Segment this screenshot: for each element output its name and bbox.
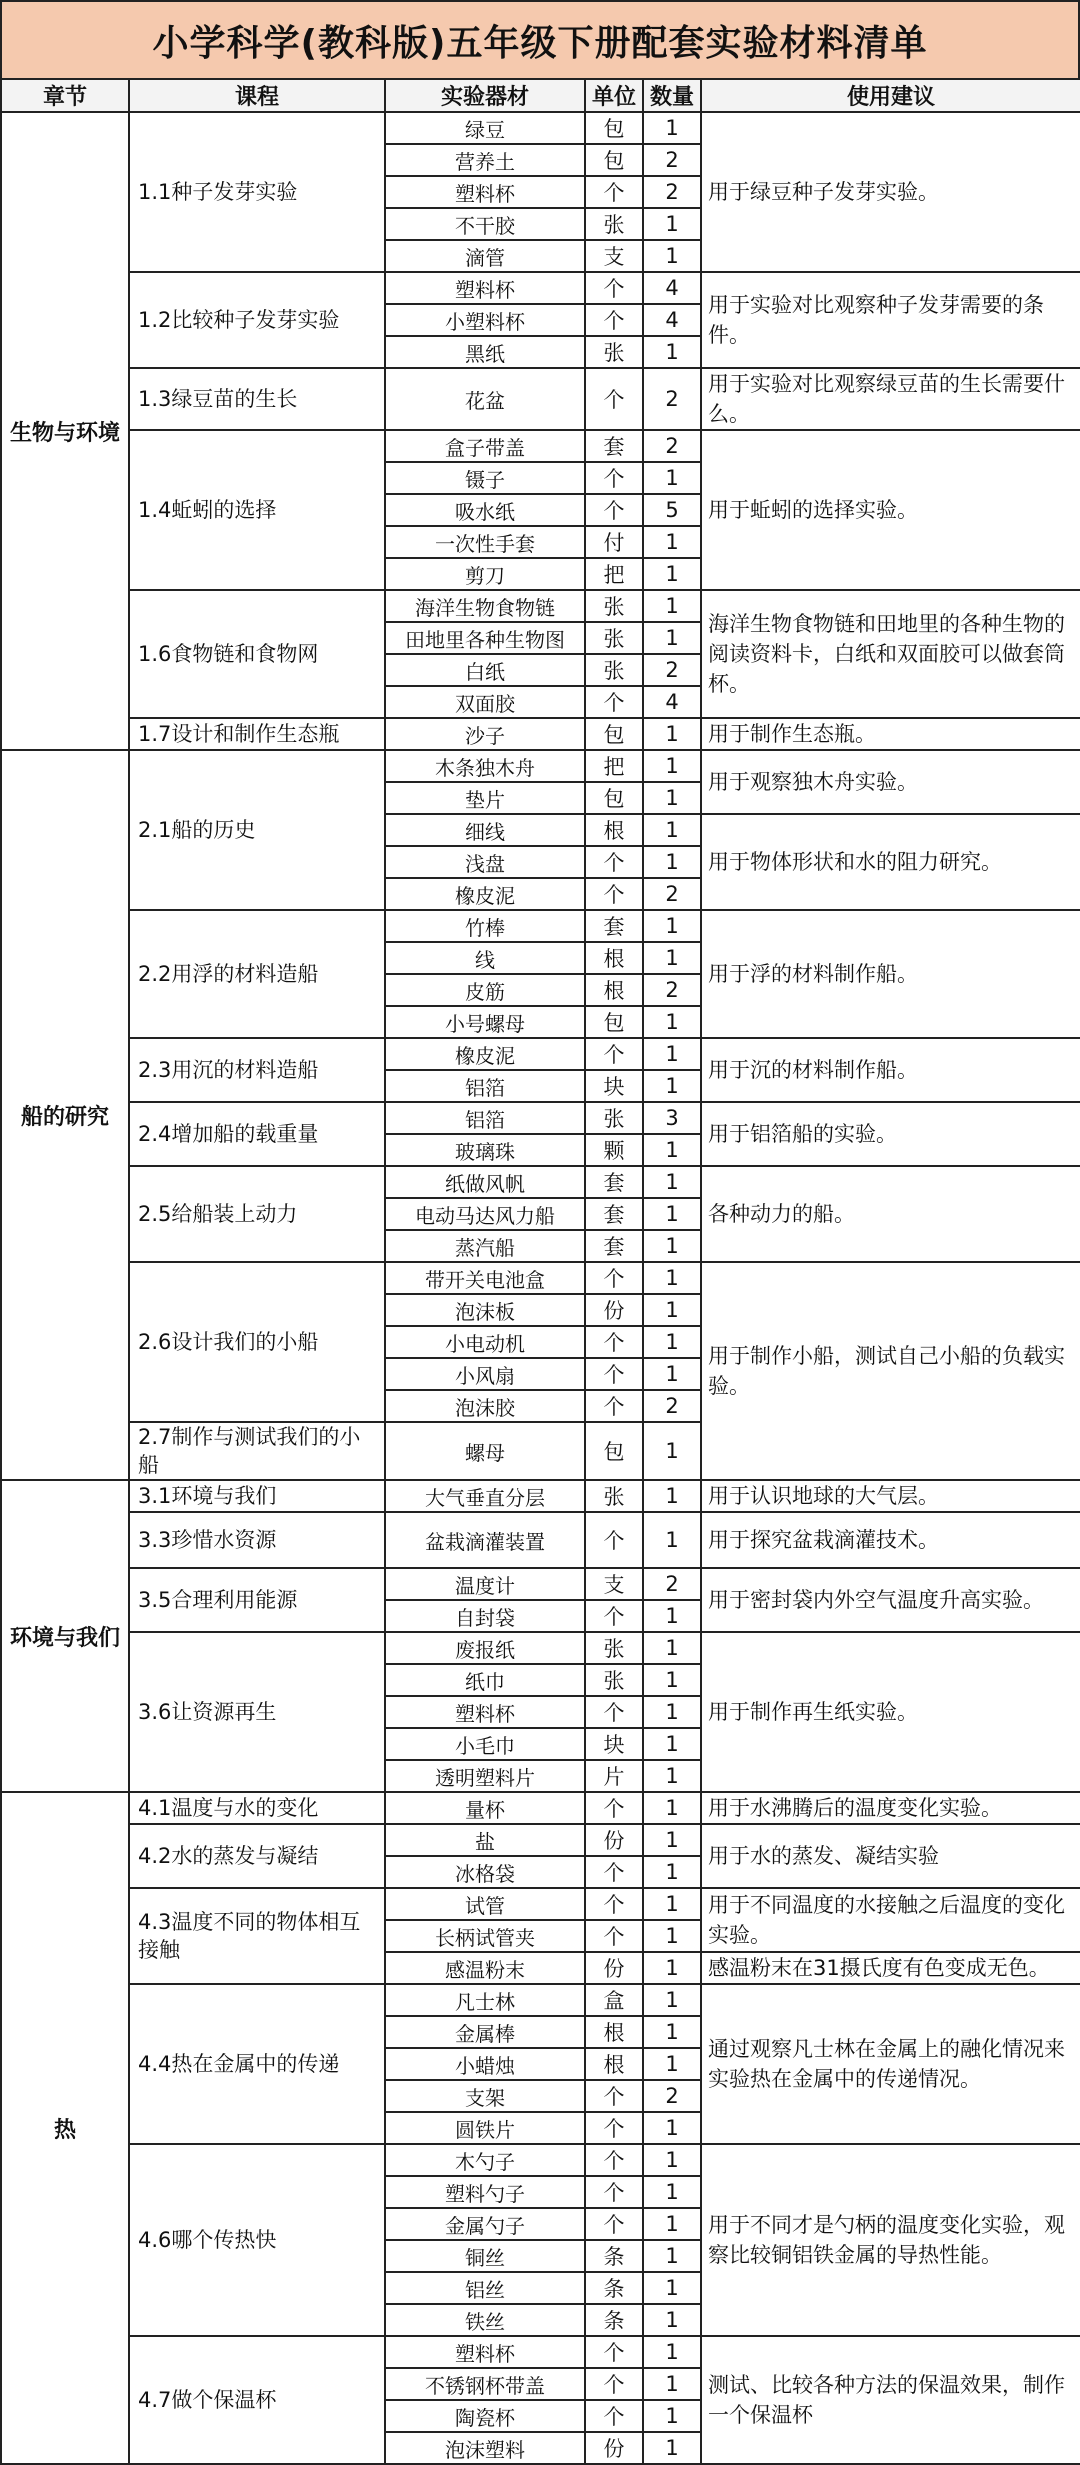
material-cell: 盆栽滴灌装置 — [385, 1512, 585, 1568]
material-cell: 电动马达风力船 — [385, 1198, 585, 1230]
unit-cell: 个 — [585, 176, 643, 208]
unit-cell: 个 — [585, 1262, 643, 1294]
lesson-cell: 2.7制作与测试我们的小船 — [129, 1422, 385, 1480]
quantity-cell: 1 — [643, 1006, 701, 1038]
unit-cell: 套 — [585, 1166, 643, 1198]
quantity-cell: 1 — [643, 2144, 701, 2176]
quantity-cell: 1 — [643, 112, 701, 144]
suggestion-cell: 用于制作再生纸实验。 — [701, 1632, 1080, 1792]
quantity-cell: 1 — [643, 462, 701, 494]
material-cell: 小毛巾 — [385, 1728, 585, 1760]
lesson-cell: 3.3珍惜水资源 — [129, 1512, 385, 1568]
quantity-cell: 4 — [643, 272, 701, 304]
material-cell: 金属棒 — [385, 2016, 585, 2048]
lesson-cell: 3.6让资源再生 — [129, 1632, 385, 1792]
material-cell: 线 — [385, 942, 585, 974]
table-row — [1, 750, 1080, 782]
quantity-cell: 1 — [643, 1760, 701, 1792]
material-cell: 铝箔 — [385, 1102, 585, 1134]
unit-cell: 根 — [585, 974, 643, 1006]
table-row — [1, 368, 1080, 430]
quantity-cell: 1 — [643, 1070, 701, 1102]
material-cell: 小蜡烛 — [385, 2048, 585, 2080]
table-row — [1, 1102, 1080, 1134]
unit-cell: 个 — [585, 2400, 643, 2432]
unit-cell: 张 — [585, 622, 643, 654]
lesson-cell: 1.6食物链和食物网 — [129, 590, 385, 718]
quantity-cell: 1 — [643, 1888, 701, 1920]
quantity-cell: 1 — [643, 1198, 701, 1230]
quantity-cell: 1 — [643, 2016, 701, 2048]
quantity-cell: 1 — [643, 782, 701, 814]
suggestion-cell: 用于浮的材料制作船。 — [701, 910, 1080, 1038]
material-cell: 大气垂直分层 — [385, 1480, 585, 1512]
quantity-cell: 1 — [643, 1358, 701, 1390]
unit-cell: 个 — [585, 2368, 643, 2400]
quantity-cell: 1 — [643, 1512, 701, 1568]
materials-table — [0, 78, 1080, 2465]
quantity-cell: 1 — [643, 590, 701, 622]
unit-cell: 包 — [585, 718, 643, 750]
quantity-cell: 1 — [643, 1824, 701, 1856]
material-cell: 剪刀 — [385, 558, 585, 590]
material-cell: 透明塑料片 — [385, 1760, 585, 1792]
lesson-cell: 2.3用沉的材料造船 — [129, 1038, 385, 1102]
quantity-cell: 1 — [643, 1984, 701, 2016]
lesson-cell: 1.4蚯蚓的选择 — [129, 430, 385, 590]
material-cell: 试管 — [385, 1888, 585, 1920]
column-header-chapter: 章节 — [1, 79, 129, 112]
unit-cell: 个 — [585, 1696, 643, 1728]
material-cell: 泡沫板 — [385, 1294, 585, 1326]
unit-cell: 条 — [585, 2272, 643, 2304]
unit-cell: 盒 — [585, 1984, 643, 2016]
quantity-cell: 1 — [643, 1664, 701, 1696]
lesson-cell: 4.2水的蒸发与凝结 — [129, 1824, 385, 1888]
unit-cell: 片 — [585, 1760, 643, 1792]
lesson-cell: 1.2比较种子发芽实验 — [129, 272, 385, 368]
quantity-cell: 2 — [643, 176, 701, 208]
quantity-cell: 1 — [643, 558, 701, 590]
unit-cell: 个 — [585, 878, 643, 910]
material-cell: 纸巾 — [385, 1664, 585, 1696]
material-cell: 小风扇 — [385, 1358, 585, 1390]
material-cell: 沙子 — [385, 718, 585, 750]
unit-cell: 个 — [585, 494, 643, 526]
material-cell: 陶瓷杯 — [385, 2400, 585, 2432]
suggestion-cell: 用于蚯蚓的选择实验。 — [701, 430, 1080, 590]
material-cell: 绿豆 — [385, 112, 585, 144]
quantity-cell: 1 — [643, 208, 701, 240]
suggestion-cell: 通过观察凡士林在金属上的融化情况来实验热在金属中的传递情况。 — [701, 1984, 1080, 2144]
quantity-cell: 2 — [643, 368, 701, 430]
unit-cell: 个 — [585, 1856, 643, 1888]
unit-cell: 份 — [585, 1952, 643, 1984]
lesson-cell: 4.7做个保温杯 — [129, 2336, 385, 2464]
lesson-cell: 2.5给船装上动力 — [129, 1166, 385, 1262]
material-cell: 花盆 — [385, 368, 585, 430]
table-row — [1, 1166, 1080, 1198]
unit-cell: 套 — [585, 910, 643, 942]
unit-cell: 套 — [585, 1198, 643, 1230]
quantity-cell: 1 — [643, 1696, 701, 1728]
quantity-cell: 1 — [643, 2400, 701, 2432]
quantity-cell: 1 — [643, 1480, 701, 1512]
unit-cell: 个 — [585, 1512, 643, 1568]
lesson-cell: 1.7设计和制作生态瓶 — [129, 718, 385, 750]
quantity-cell: 1 — [643, 2304, 701, 2336]
lesson-cell: 2.4增加船的载重量 — [129, 1102, 385, 1166]
unit-cell: 根 — [585, 942, 643, 974]
unit-cell: 个 — [585, 686, 643, 718]
unit-cell: 包 — [585, 112, 643, 144]
unit-cell: 个 — [585, 1038, 643, 1070]
unit-cell: 张 — [585, 1632, 643, 1664]
quantity-cell: 4 — [643, 304, 701, 336]
table-row — [1, 1480, 1080, 1512]
quantity-cell: 1 — [643, 2112, 701, 2144]
column-header-material: 实验器材 — [385, 79, 585, 112]
table-row — [1, 910, 1080, 942]
quantity-cell: 2 — [643, 1390, 701, 1422]
quantity-cell: 1 — [643, 1262, 701, 1294]
table-row — [1, 1984, 1080, 2016]
material-cell: 不锈钢杯带盖 — [385, 2368, 585, 2400]
unit-cell: 包 — [585, 1422, 643, 1480]
material-cell: 泡沫塑料 — [385, 2432, 585, 2464]
quantity-cell: 5 — [643, 494, 701, 526]
unit-cell: 张 — [585, 590, 643, 622]
material-cell: 蒸汽船 — [385, 1230, 585, 1262]
material-cell: 小号螺母 — [385, 1006, 585, 1038]
material-cell: 细线 — [385, 814, 585, 846]
material-cell: 金属勺子 — [385, 2208, 585, 2240]
unit-cell: 个 — [585, 2112, 643, 2144]
quantity-cell: 1 — [643, 1422, 701, 1480]
table-body — [1, 112, 1080, 2464]
unit-cell: 份 — [585, 1294, 643, 1326]
suggestion-cell: 用于水沸腾后的温度变化实验。 — [701, 1792, 1080, 1824]
unit-cell: 个 — [585, 1600, 643, 1632]
quantity-cell: 2 — [643, 974, 701, 1006]
suggestion-cell: 用于制作生态瓶。 — [701, 718, 1080, 750]
quantity-cell: 1 — [643, 1600, 701, 1632]
suggestion-cell: 各种动力的船。 — [701, 1166, 1080, 1262]
unit-cell: 个 — [585, 462, 643, 494]
unit-cell: 张 — [585, 208, 643, 240]
material-cell: 玻璃珠 — [385, 1134, 585, 1166]
material-cell: 不干胶 — [385, 208, 585, 240]
material-cell: 温度计 — [385, 1568, 585, 1600]
material-cell: 铁丝 — [385, 2304, 585, 2336]
quantity-cell: 1 — [643, 2176, 701, 2208]
material-cell: 镊子 — [385, 462, 585, 494]
material-cell: 白纸 — [385, 654, 585, 686]
quantity-cell: 1 — [643, 910, 701, 942]
quantity-cell: 1 — [643, 718, 701, 750]
material-cell: 废报纸 — [385, 1632, 585, 1664]
suggestion-cell: 海洋生物食物链和田地里的各种生物的阅读资料卡，白纸和双面胶可以做套筒杯。 — [701, 590, 1080, 718]
material-cell: 盒子带盖 — [385, 430, 585, 462]
suggestion-cell: 感温粉末在31摄氏度有色变成无色。 — [701, 1952, 1080, 1984]
material-cell: 塑料杯 — [385, 2336, 585, 2368]
suggestion-cell: 用于观察独木舟实验。 — [701, 750, 1080, 814]
unit-cell: 张 — [585, 654, 643, 686]
material-cell: 滴管 — [385, 240, 585, 272]
unit-cell: 个 — [585, 1888, 643, 1920]
material-cell: 感温粉末 — [385, 1952, 585, 1984]
table-row — [1, 430, 1080, 462]
quantity-cell: 2 — [643, 654, 701, 686]
unit-cell: 个 — [585, 2208, 643, 2240]
material-cell: 铝箔 — [385, 1070, 585, 1102]
suggestion-cell: 用于实验对比观察绿豆苗的生长需要什么。 — [701, 368, 1080, 430]
unit-cell: 根 — [585, 814, 643, 846]
unit-cell: 条 — [585, 2304, 643, 2336]
lesson-cell: 4.3温度不同的物体相互接触 — [129, 1888, 385, 1984]
quantity-cell: 4 — [643, 686, 701, 718]
quantity-cell: 1 — [643, 2272, 701, 2304]
chapter-cell: 热 — [1, 1792, 129, 2464]
quantity-cell: 1 — [643, 846, 701, 878]
suggestion-cell: 用于认识地球的大气层。 — [701, 1480, 1080, 1512]
material-cell: 木勺子 — [385, 2144, 585, 2176]
unit-cell: 包 — [585, 1006, 643, 1038]
material-cell: 纸做风帆 — [385, 1166, 585, 1198]
unit-cell: 包 — [585, 144, 643, 176]
material-cell: 铜丝 — [385, 2240, 585, 2272]
material-cell: 塑料杯 — [385, 176, 585, 208]
quantity-cell: 2 — [643, 144, 701, 176]
quantity-cell: 1 — [643, 336, 701, 368]
suggestion-cell: 用于探究盆栽滴灌技术。 — [701, 1512, 1080, 1568]
quantity-cell: 1 — [643, 1952, 701, 1984]
material-cell: 营养土 — [385, 144, 585, 176]
suggestion-cell: 用于沉的材料制作船。 — [701, 1038, 1080, 1102]
chapter-cell: 环境与我们 — [1, 1480, 129, 1792]
quantity-cell: 1 — [643, 750, 701, 782]
material-cell: 皮筋 — [385, 974, 585, 1006]
unit-cell: 个 — [585, 846, 643, 878]
lesson-cell: 2.1船的历史 — [129, 750, 385, 910]
quantity-cell: 1 — [643, 526, 701, 558]
unit-cell: 根 — [585, 2016, 643, 2048]
suggestion-cell: 用于实验对比观察种子发芽需要的条件。 — [701, 272, 1080, 368]
suggestion-cell: 用于铝箔船的实验。 — [701, 1102, 1080, 1166]
unit-cell: 个 — [585, 272, 643, 304]
suggestion-cell: 用于密封袋内外空气温度升高实验。 — [701, 1568, 1080, 1632]
table-row — [1, 1632, 1080, 1664]
unit-cell: 套 — [585, 1230, 643, 1262]
quantity-cell: 1 — [643, 1230, 701, 1262]
material-cell: 支架 — [385, 2080, 585, 2112]
material-cell: 小电动机 — [385, 1326, 585, 1358]
lesson-cell: 1.3绿豆苗的生长 — [129, 368, 385, 430]
quantity-cell: 1 — [643, 1792, 701, 1824]
unit-cell: 块 — [585, 1728, 643, 1760]
material-cell: 吸水纸 — [385, 494, 585, 526]
material-cell: 圆铁片 — [385, 2112, 585, 2144]
quantity-cell: 1 — [643, 240, 701, 272]
quantity-cell: 1 — [643, 1166, 701, 1198]
unit-cell: 个 — [585, 2336, 643, 2368]
material-cell: 竹棒 — [385, 910, 585, 942]
unit-cell: 个 — [585, 1390, 643, 1422]
table-row — [1, 112, 1080, 144]
quantity-cell: 1 — [643, 814, 701, 846]
unit-cell: 支 — [585, 240, 643, 272]
suggestion-cell: 测试、比较各种方法的保温效果，制作一个保温杯 — [701, 2336, 1080, 2464]
quantity-cell: 2 — [643, 878, 701, 910]
quantity-cell: 1 — [643, 2432, 701, 2464]
suggestion-cell: 用于不同温度的水接触之后温度的变化实验。 — [701, 1888, 1080, 1952]
material-cell: 自封袋 — [385, 1600, 585, 1632]
unit-cell: 个 — [585, 1920, 643, 1952]
quantity-cell: 1 — [643, 1856, 701, 1888]
quantity-cell: 1 — [643, 1632, 701, 1664]
table-header-row — [1, 79, 1080, 112]
material-cell: 垫片 — [385, 782, 585, 814]
unit-cell: 把 — [585, 558, 643, 590]
material-cell: 一次性手套 — [385, 526, 585, 558]
material-cell: 量杯 — [385, 1792, 585, 1824]
quantity-cell: 1 — [643, 622, 701, 654]
unit-cell: 张 — [585, 336, 643, 368]
quantity-cell: 1 — [643, 2240, 701, 2272]
material-cell: 塑料勺子 — [385, 2176, 585, 2208]
unit-cell: 根 — [585, 2048, 643, 2080]
unit-cell: 张 — [585, 1664, 643, 1696]
material-cell: 田地里各种生物图 — [385, 622, 585, 654]
table-row — [1, 2336, 1080, 2368]
quantity-cell: 1 — [643, 1920, 701, 1952]
page-title: 小学科学(教科版)五年级下册配套实验材料清单 — [0, 0, 1080, 78]
table-row — [1, 2144, 1080, 2176]
lesson-cell: 4.4热在金属中的传递 — [129, 1984, 385, 2144]
unit-cell: 个 — [585, 368, 643, 430]
material-cell: 橡皮泥 — [385, 878, 585, 910]
unit-cell: 份 — [585, 2432, 643, 2464]
material-cell: 冰格袋 — [385, 1856, 585, 1888]
unit-cell: 把 — [585, 750, 643, 782]
quantity-cell: 1 — [643, 1134, 701, 1166]
unit-cell: 个 — [585, 1326, 643, 1358]
suggestion-cell: 用于不同才是勺柄的温度变化实验，观察比较铜铝铁金属的导热性能。 — [701, 2144, 1080, 2336]
lesson-cell: 2.2用浮的材料造船 — [129, 910, 385, 1038]
suggestion-cell: 用于制作小船，测试自己小船的负载实验。 — [701, 1262, 1080, 1480]
table-row — [1, 1512, 1080, 1568]
lesson-cell: 1.1种子发芽实验 — [129, 112, 385, 272]
quantity-cell: 1 — [643, 1294, 701, 1326]
column-header-quantity: 数量 — [643, 79, 701, 112]
table-row — [1, 1568, 1080, 1600]
unit-cell: 个 — [585, 1358, 643, 1390]
quantity-cell: 1 — [643, 942, 701, 974]
chapter-cell: 船的研究 — [1, 750, 129, 1480]
material-cell: 泡沫胶 — [385, 1390, 585, 1422]
quantity-cell: 1 — [643, 2368, 701, 2400]
table-row — [1, 1262, 1080, 1294]
quantity-cell: 1 — [643, 1728, 701, 1760]
column-header-lesson: 课程 — [129, 79, 385, 112]
column-header-suggestion: 使用建议 — [701, 79, 1080, 112]
table-row — [1, 1792, 1080, 1824]
material-cell: 小塑料杯 — [385, 304, 585, 336]
suggestion-cell: 用于绿豆种子发芽实验。 — [701, 112, 1080, 272]
material-cell: 木条独木舟 — [385, 750, 585, 782]
material-cell: 长柄试管夹 — [385, 1920, 585, 1952]
material-cell: 橡皮泥 — [385, 1038, 585, 1070]
unit-cell: 张 — [585, 1480, 643, 1512]
unit-cell: 份 — [585, 1824, 643, 1856]
quantity-cell: 3 — [643, 1102, 701, 1134]
material-cell: 带开关电池盒 — [385, 1262, 585, 1294]
unit-cell: 块 — [585, 1070, 643, 1102]
lesson-cell: 4.6哪个传热快 — [129, 2144, 385, 2336]
material-cell: 黑纸 — [385, 336, 585, 368]
quantity-cell: 1 — [643, 2208, 701, 2240]
quantity-cell: 2 — [643, 1568, 701, 1600]
quantity-cell: 1 — [643, 2336, 701, 2368]
unit-cell: 条 — [585, 2240, 643, 2272]
unit-cell: 支 — [585, 1568, 643, 1600]
lesson-cell: 3.5合理利用能源 — [129, 1568, 385, 1632]
quantity-cell: 2 — [643, 2080, 701, 2112]
material-cell: 浅盘 — [385, 846, 585, 878]
material-cell: 铝丝 — [385, 2272, 585, 2304]
suggestion-cell: 用于物体形状和水的阻力研究。 — [701, 814, 1080, 910]
column-header-unit: 单位 — [585, 79, 643, 112]
table-row — [1, 590, 1080, 622]
material-cell: 盐 — [385, 1824, 585, 1856]
unit-cell: 个 — [585, 2144, 643, 2176]
quantity-cell: 1 — [643, 1326, 701, 1358]
lesson-cell: 4.1温度与水的变化 — [129, 1792, 385, 1824]
material-cell: 塑料杯 — [385, 1696, 585, 1728]
material-cell: 塑料杯 — [385, 272, 585, 304]
material-cell: 海洋生物食物链 — [385, 590, 585, 622]
unit-cell: 张 — [585, 1102, 643, 1134]
quantity-cell: 2 — [643, 430, 701, 462]
unit-cell: 个 — [585, 1792, 643, 1824]
unit-cell: 包 — [585, 782, 643, 814]
unit-cell: 个 — [585, 2080, 643, 2112]
material-cell: 凡士林 — [385, 1984, 585, 2016]
table-row — [1, 272, 1080, 304]
table-row — [1, 1888, 1080, 1920]
quantity-cell: 1 — [643, 2048, 701, 2080]
unit-cell: 套 — [585, 430, 643, 462]
table-row — [1, 1824, 1080, 1856]
unit-cell: 个 — [585, 304, 643, 336]
table-row — [1, 1038, 1080, 1070]
lesson-cell: 2.6设计我们的小船 — [129, 1262, 385, 1422]
table-row — [1, 718, 1080, 750]
chapter-cell: 生物与环境 — [1, 112, 129, 750]
material-cell: 螺母 — [385, 1422, 585, 1480]
unit-cell: 付 — [585, 526, 643, 558]
suggestion-cell: 用于水的蒸发、凝结实验 — [701, 1824, 1080, 1888]
quantity-cell: 1 — [643, 1038, 701, 1070]
unit-cell: 颗 — [585, 1134, 643, 1166]
material-cell: 双面胶 — [385, 686, 585, 718]
lesson-cell: 3.1环境与我们 — [129, 1480, 385, 1512]
unit-cell: 个 — [585, 2176, 643, 2208]
